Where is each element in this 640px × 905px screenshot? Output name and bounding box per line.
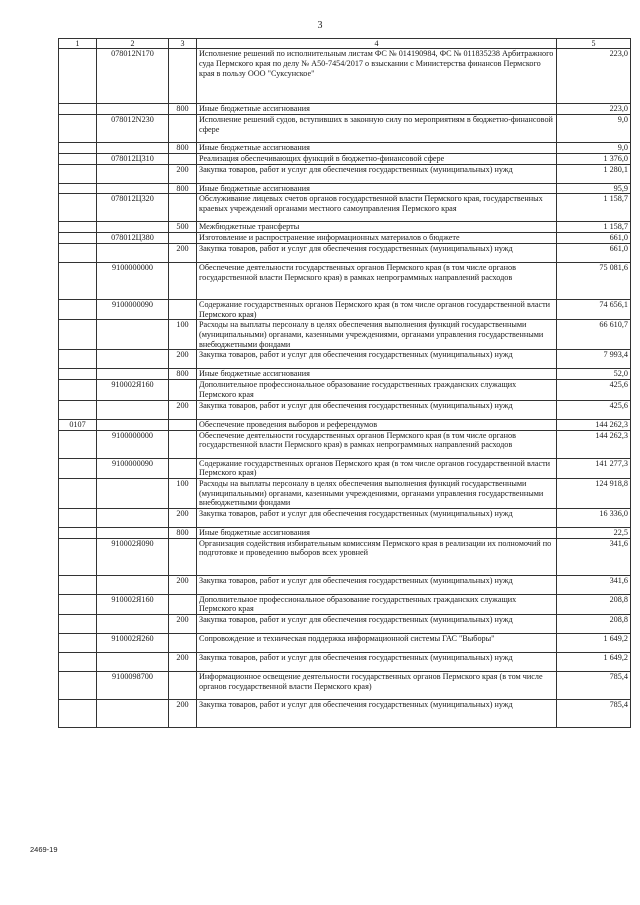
table-row — [59, 115, 631, 143]
expense-type-cell — [169, 458, 197, 478]
description-cell: Содержание государственных органов Пермского края (в том числе органов государственной власти Пермского края) — [197, 300, 557, 320]
description-cell: Информационное освещение деятельности государственных органов Пермского края (в том числе органов государственной власти Пермского края) — [197, 671, 557, 699]
description-cell: Обеспечение деятельности государственных органов Пермского края (в том числе органов государственной власти Пермского края) в рамках непрограммных направлений расходов — [197, 263, 557, 300]
target-article-cell — [97, 244, 169, 263]
column-header-target: 2 — [97, 39, 169, 49]
description-cell: Дополнительное профессиональное образование государственных гражданских служащих Пермского края — [197, 594, 557, 614]
amount-cell: 208,8 — [557, 614, 631, 633]
amount-cell: 785,4 — [557, 671, 631, 699]
table-row — [59, 419, 631, 430]
amount-cell: 16 336,0 — [557, 508, 631, 527]
expense-type-cell: 200 — [169, 244, 197, 263]
target-article-cell — [97, 369, 169, 380]
amount-cell: 223,0 — [557, 104, 631, 115]
budget-table — [58, 38, 631, 728]
table-row — [59, 458, 631, 478]
expense-type-cell — [169, 419, 197, 430]
description-cell: Закупка товаров, работ и услуг для обеспечения государственных (муниципальных) нужд — [197, 614, 557, 633]
section-code-cell — [59, 153, 97, 164]
description-cell: Закупка товаров, работ и услуг для обеспечения государственных (муниципальных) нужд — [197, 400, 557, 419]
amount-cell: 75 081,6 — [557, 263, 631, 300]
target-article-cell: 9100000090 — [97, 300, 169, 320]
column-header-section: 1 — [59, 39, 97, 49]
section-code-cell — [59, 380, 97, 400]
section-code-cell — [59, 194, 97, 222]
description-cell: Реализация обеспечивающих функций в бюджетно-финансовой сфере — [197, 153, 557, 164]
description-cell: Содержание государственных органов Пермского края (в том числе органов государственной власти Пермского края) — [197, 458, 557, 478]
description-cell: Обеспечение проведения выборов и референдумов — [197, 419, 557, 430]
column-header-amount: 5 — [557, 39, 631, 49]
expense-type-cell: 200 — [169, 614, 197, 633]
target-article-cell: 078012N170 — [97, 49, 169, 104]
table-row — [59, 430, 631, 458]
description-cell: Закупка товаров, работ и услуг для обеспечения государственных (муниципальных) нужд — [197, 244, 557, 263]
amount-cell: 144 262,3 — [557, 419, 631, 430]
description-cell: Организация содействия избирательным комиссиям Пермского края в реализации их полномочий по подготовке и проведению выборов всех уровней — [197, 538, 557, 575]
section-code-cell — [59, 300, 97, 320]
amount-cell: 22,5 — [557, 527, 631, 538]
section-code-cell — [59, 699, 97, 727]
target-article-cell: 9100000000 — [97, 430, 169, 458]
column-header-type: 3 — [169, 39, 197, 49]
expense-type-cell — [169, 380, 197, 400]
expense-type-cell — [169, 263, 197, 300]
description-cell: Расходы на выплаты персоналу в целях обеспечения выполнения функций государственными (муниципальными) органами, казенными учреждениями, органами управления государственными внебюджетными фондами — [197, 320, 557, 350]
expense-type-cell — [169, 538, 197, 575]
expense-type-cell — [169, 594, 197, 614]
amount-cell: 425,6 — [557, 380, 631, 400]
amount-cell: 1 158,7 — [557, 222, 631, 233]
column-number-row — [59, 39, 631, 49]
table-row — [59, 222, 631, 233]
expense-type-cell — [169, 671, 197, 699]
target-article-cell — [97, 699, 169, 727]
amount-cell: 341,6 — [557, 538, 631, 575]
expense-type-cell: 200 — [169, 699, 197, 727]
description-cell: Закупка товаров, работ и услуг для обеспечения государственных (муниципальных) нужд — [197, 508, 557, 527]
target-article-cell: 078012Ц320 — [97, 194, 169, 222]
description-cell: Сопровождение и техническая поддержка информационной системы ГАС "Выборы" — [197, 633, 557, 652]
amount-cell: 223,0 — [557, 49, 631, 104]
target-article-cell: 078012Ц380 — [97, 233, 169, 244]
section-code-cell — [59, 369, 97, 380]
amount-cell: 785,4 — [557, 699, 631, 727]
amount-cell: 208,8 — [557, 594, 631, 614]
amount-cell: 1 649,2 — [557, 652, 631, 671]
description-cell: Иные бюджетные ассигнования — [197, 143, 557, 154]
description-cell: Исполнение решений судов, вступивших в законную силу по мероприятиям в бюджетно-финансовой сфере — [197, 115, 557, 143]
section-code-cell — [59, 430, 97, 458]
amount-cell: 661,0 — [557, 244, 631, 263]
target-article-cell: 910002Я090 — [97, 538, 169, 575]
target-article-cell — [97, 320, 169, 350]
expense-type-cell: 800 — [169, 104, 197, 115]
section-code-cell — [59, 104, 97, 115]
table-row — [59, 652, 631, 671]
table-row — [59, 633, 631, 652]
amount-cell: 144 262,3 — [557, 430, 631, 458]
table-row — [59, 527, 631, 538]
table-row — [59, 244, 631, 263]
table-row — [59, 508, 631, 527]
expense-type-cell — [169, 153, 197, 164]
expense-type-cell: 800 — [169, 527, 197, 538]
amount-cell: 1 280,1 — [557, 164, 631, 183]
description-cell: Исполнение решений по исполнительным листам ФС № 014190984, ФС № 011835238 Арбитражного суда Пермского края по делу № А50-7454/2017 о взыскании с Министерства финансов Пермского края в пользу ООО "Суксунское" — [197, 49, 557, 104]
section-code-cell — [59, 575, 97, 594]
description-cell: Изготовление и распространение информационных материалов о бюджете — [197, 233, 557, 244]
target-article-cell: 9100000000 — [97, 263, 169, 300]
section-code-cell — [59, 652, 97, 671]
section-code-cell — [59, 115, 97, 143]
description-cell: Иные бюджетные ассигнования — [197, 183, 557, 194]
target-article-cell — [97, 575, 169, 594]
description-cell: Закупка товаров, работ и услуг для обеспечения государственных (муниципальных) нужд — [197, 575, 557, 594]
description-cell: Расходы на выплаты персоналу в целях обеспечения выполнения функций государственными (муниципальными) органами, казенными учреждениями, органами управления государственными внебюджетными фондами — [197, 478, 557, 508]
table-row — [59, 194, 631, 222]
target-article-cell — [97, 104, 169, 115]
target-article-cell — [97, 508, 169, 527]
table-row — [59, 350, 631, 369]
amount-cell: 141 277,3 — [557, 458, 631, 478]
table-row — [59, 671, 631, 699]
description-cell: Иные бюджетные ассигнования — [197, 527, 557, 538]
table-row — [59, 400, 631, 419]
table-row — [59, 104, 631, 115]
document-id: 2469-19 — [30, 845, 58, 854]
section-code-cell — [59, 320, 97, 350]
section-code-cell — [59, 633, 97, 652]
table-row — [59, 575, 631, 594]
description-cell: Иные бюджетные ассигнования — [197, 369, 557, 380]
table-row — [59, 699, 631, 727]
table-row — [59, 263, 631, 300]
amount-cell: 7 993,4 — [557, 350, 631, 369]
target-article-cell: 078012N230 — [97, 115, 169, 143]
expense-type-cell: 200 — [169, 164, 197, 183]
section-code-cell — [59, 164, 97, 183]
target-article-cell — [97, 143, 169, 154]
amount-cell: 124 918,8 — [557, 478, 631, 508]
section-code-cell — [59, 527, 97, 538]
section-code-cell — [59, 614, 97, 633]
description-cell: Дополнительное профессиональное образование государственных гражданских служащих Пермского края — [197, 380, 557, 400]
amount-cell: 341,6 — [557, 575, 631, 594]
target-article-cell — [97, 400, 169, 419]
amount-cell: 95,9 — [557, 183, 631, 194]
expense-type-cell: 200 — [169, 400, 197, 419]
target-article-cell — [97, 164, 169, 183]
section-code-cell: 0107 — [59, 419, 97, 430]
section-code-cell — [59, 594, 97, 614]
table-row — [59, 164, 631, 183]
target-article-cell: 9100098700 — [97, 671, 169, 699]
table-row — [59, 538, 631, 575]
expense-type-cell: 100 — [169, 320, 197, 350]
table-row — [59, 143, 631, 154]
target-article-cell — [97, 350, 169, 369]
section-code-cell — [59, 508, 97, 527]
expense-type-cell: 800 — [169, 143, 197, 154]
section-code-cell — [59, 183, 97, 194]
description-cell: Обеспечение деятельности государственных органов Пермского края (в том числе органов государственной власти Пермского края) в рамках непрограммных направлений расходов — [197, 430, 557, 458]
expense-type-cell: 200 — [169, 508, 197, 527]
table-row — [59, 380, 631, 400]
table-row — [59, 300, 631, 320]
target-article-cell — [97, 652, 169, 671]
expense-type-cell — [169, 49, 197, 104]
amount-cell: 9,0 — [557, 115, 631, 143]
target-article-cell: 9100000090 — [97, 458, 169, 478]
table-row — [59, 614, 631, 633]
table-row — [59, 320, 631, 350]
section-code-cell — [59, 233, 97, 244]
amount-cell: 425,6 — [557, 400, 631, 419]
section-code-cell — [59, 263, 97, 300]
description-cell: Обслуживание лицевых счетов органов государственной власти Пермского края, государственных краевых учреждений органами местного самоуправления Пермского края — [197, 194, 557, 222]
target-article-cell: 910002Я260 — [97, 633, 169, 652]
section-code-cell — [59, 400, 97, 419]
expense-type-cell — [169, 194, 197, 222]
amount-cell: 52,0 — [557, 369, 631, 380]
column-header-name: 4 — [197, 39, 557, 49]
description-cell: Закупка товаров, работ и услуг для обеспечения государственных (муниципальных) нужд — [197, 350, 557, 369]
target-article-cell: 078012Ц310 — [97, 153, 169, 164]
expense-type-cell: 200 — [169, 652, 197, 671]
page-number: 3 — [317, 20, 323, 31]
expense-type-cell: 500 — [169, 222, 197, 233]
amount-cell: 1 649,2 — [557, 633, 631, 652]
expense-type-cell: 800 — [169, 183, 197, 194]
expense-type-cell — [169, 233, 197, 244]
section-code-cell — [59, 458, 97, 478]
section-code-cell — [59, 478, 97, 508]
description-cell: Закупка товаров, работ и услуг для обеспечения государственных (муниципальных) нужд — [197, 164, 557, 183]
target-article-cell — [97, 183, 169, 194]
expense-type-cell — [169, 300, 197, 320]
table-row — [59, 153, 631, 164]
target-article-cell — [97, 614, 169, 633]
amount-cell: 1 158,7 — [557, 194, 631, 222]
table-row — [59, 594, 631, 614]
table-row — [59, 49, 631, 104]
table-row — [59, 369, 631, 380]
section-code-cell — [59, 143, 97, 154]
description-cell: Иные бюджетные ассигнования — [197, 104, 557, 115]
amount-cell: 9,0 — [557, 143, 631, 154]
budget-table-container — [58, 38, 630, 728]
amount-cell: 661,0 — [557, 233, 631, 244]
table-body — [59, 49, 631, 727]
target-article-cell — [97, 527, 169, 538]
description-cell: Закупка товаров, работ и услуг для обеспечения государственных (муниципальных) нужд — [197, 699, 557, 727]
section-code-cell — [59, 49, 97, 104]
amount-cell: 1 376,0 — [557, 153, 631, 164]
table-row — [59, 183, 631, 194]
expense-type-cell: 200 — [169, 350, 197, 369]
amount-cell: 66 610,7 — [557, 320, 631, 350]
expense-type-cell — [169, 115, 197, 143]
target-article-cell: 910002Я160 — [97, 380, 169, 400]
target-article-cell — [97, 478, 169, 508]
amount-cell: 74 656,1 — [557, 300, 631, 320]
section-code-cell — [59, 538, 97, 575]
description-cell: Межбюджетные трансферты — [197, 222, 557, 233]
target-article-cell — [97, 419, 169, 430]
expense-type-cell: 100 — [169, 478, 197, 508]
section-code-cell — [59, 671, 97, 699]
expense-type-cell — [169, 633, 197, 652]
section-code-cell — [59, 244, 97, 263]
expense-type-cell: 200 — [169, 575, 197, 594]
table-row — [59, 478, 631, 508]
section-code-cell — [59, 222, 97, 233]
description-cell: Закупка товаров, работ и услуг для обеспечения государственных (муниципальных) нужд — [197, 652, 557, 671]
expense-type-cell — [169, 430, 197, 458]
target-article-cell: 910002Я160 — [97, 594, 169, 614]
target-article-cell — [97, 222, 169, 233]
section-code-cell — [59, 350, 97, 369]
expense-type-cell: 800 — [169, 369, 197, 380]
table-row — [59, 233, 631, 244]
